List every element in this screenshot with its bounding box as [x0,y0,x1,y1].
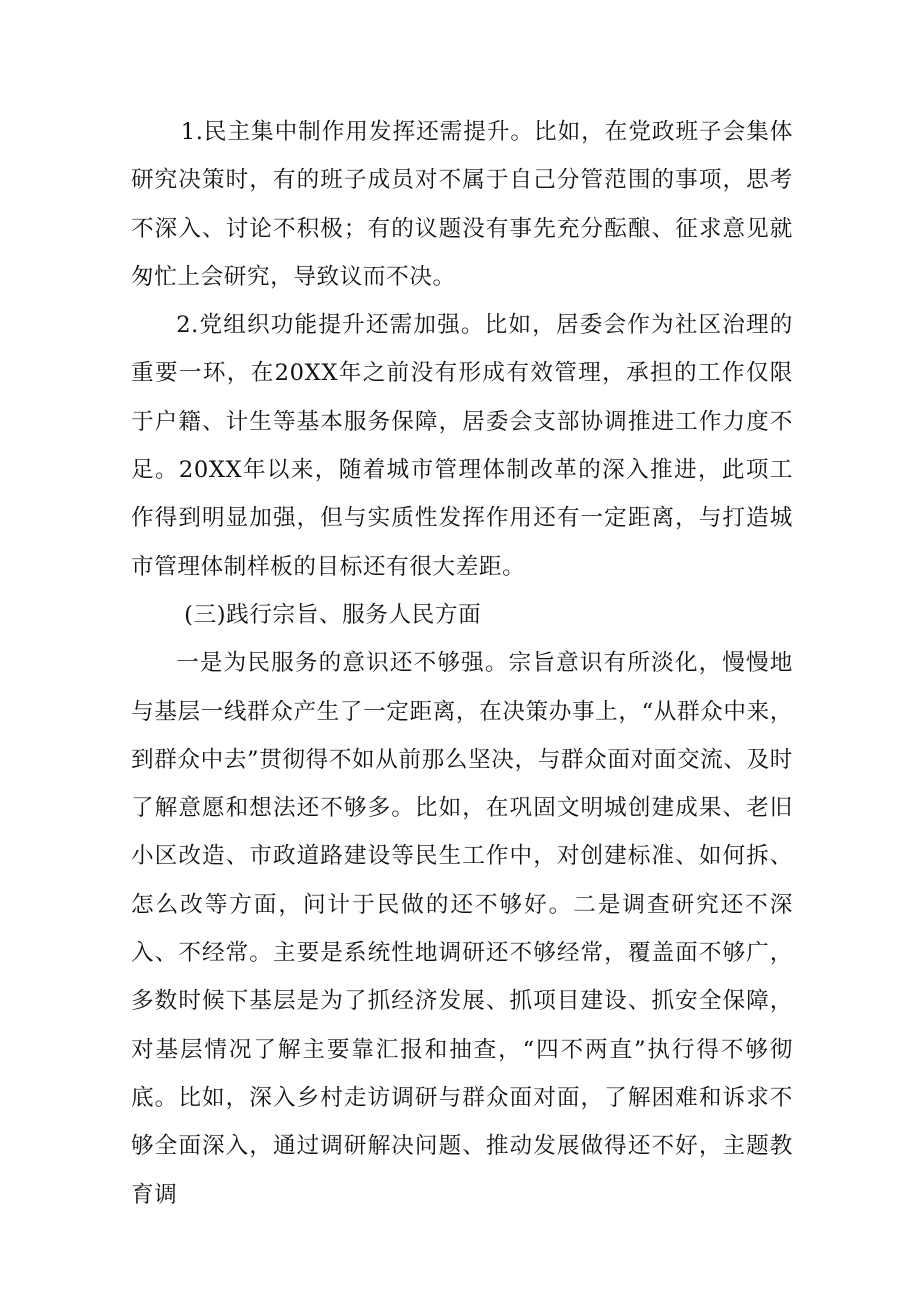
section-heading-serve-people: (三)践行宗旨、服务人民方面 [184,601,482,628]
document-body [131,108,793,1219]
paragraph-serve-people: 一是为民服务的意识还不够强。宗旨意识有所淡化，慢慢地与基层一线群众产生了一定距离，在决策办事上，“从群众中来，到群众中去”贯彻得不如从前那么坚决，与群众面对面交流、及时了解意愿和想法还不够多。比如，在巩固文明城创建成果、老旧小区改造、市政道路建设等民生工作中，对创建标准、如何拆、怎么改等方面，问计于民做的还不够好。二是调查研究还不深入、不经常。主要是系统性地调研还不够经常，覆盖面不够广，多数时候下基层是为了抓经济发展、抓项目建设、抓安全保障，对基层情况了解主要靠汇报和抽查，“四不两直”执行得不够彻底。比如，深入乡村走访调研与群众面对面，了解困难和诉求不够全面深入，通过调研解决问题、推动发展做得还不好，主题教育调 [131,650,793,1208]
paragraph-party-organization: 2.党组织功能提升还需加强。比如，居委会作为社区治理的重要一环，在20XX年之前没有形成有效管理，承担的工作仅限于户籍、计生等基本服务保障，居委会支部协调推进工作力度不足。20XX年以来，随着城市管理体制改革的深入推进，此项工作得到明显加强，但与实质性发挥作用还有一定距离，与打造城市管理体制样板的目标还有很大差距。 [131,312,793,580]
paragraph-democratic-centralism: 1.民主集中制作用发挥还需提升。比如，在党政班子会集体研究决策时，有的班子成员对不属于自己分管范围的事项，思考不深入、讨论不积极；有的议题没有事先充分酝酿、征求意见就匆忙上会研究，导致议而不决。 [131,119,793,290]
